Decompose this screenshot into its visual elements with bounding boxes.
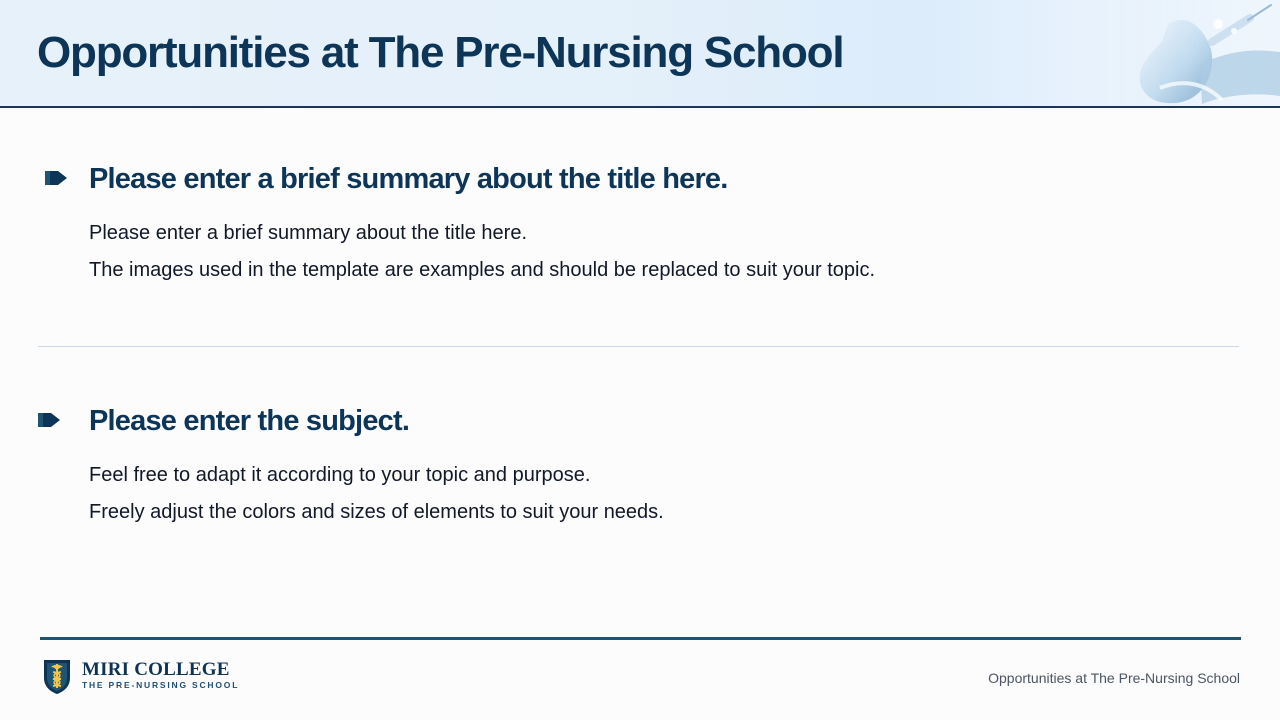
subject-line-2: Freely adjust the colors and sizes of elements to suit your needs.	[89, 501, 664, 523]
caduceus-shield-icon	[40, 657, 74, 695]
footer-rule	[40, 637, 1241, 640]
summary-line-1: Please enter a brief summary about the title here.	[89, 222, 528, 244]
medical-illustration-icon	[1090, 0, 1280, 106]
logo-subtitle: THE PRE-NURSING SCHOOL	[82, 680, 240, 690]
section-divider	[38, 346, 1239, 347]
footer-slide-title: Opportunities at The Pre-Nursing School	[988, 670, 1240, 686]
college-logo	[40, 657, 260, 699]
summary-line-2: The images used in the template are examples and should be replaced to suit your topic.	[89, 259, 876, 281]
arrow-pointer-icon	[42, 167, 70, 189]
subject-line-1: Feel free to adapt it according to your topic and purpose.	[89, 464, 591, 486]
slide-title: Opportunities at The Pre-Nursing School	[37, 28, 844, 77]
arrow-pointer-icon	[35, 409, 63, 431]
logo-name: MIRI COLLEGE	[82, 659, 230, 680]
subject-heading: Please enter the subject.	[89, 405, 410, 437]
summary-heading: Please enter a brief summary about the title here.	[89, 163, 728, 195]
slide-header	[0, 0, 1280, 108]
